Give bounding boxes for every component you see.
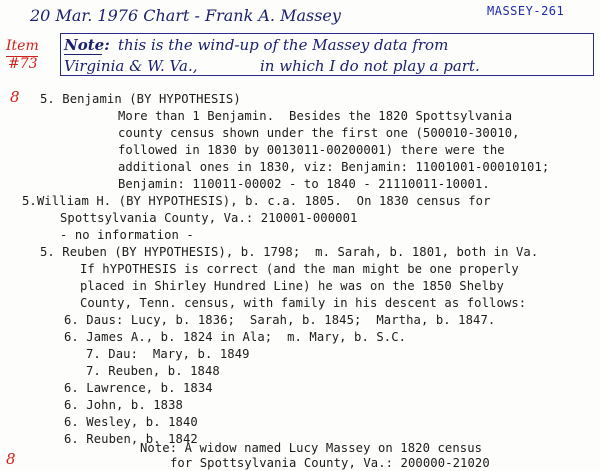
text-line: 6. James A., b. 1824 in Ala; m. Mary, b. S.C.: [64, 330, 407, 344]
note-label: Note:: [64, 36, 110, 54]
text-line: 6. Wesley, b. 1840: [64, 415, 198, 429]
text-line: 5. Reuben (BY HYPOTHESIS), b. 1798; m. Sarah, b. 1801, both in Va.: [40, 245, 539, 259]
text-line: 5. Benjamin (BY HYPOTHESIS): [40, 92, 241, 106]
text-line: Spottsylvania County, Va.: 210001-000001: [60, 211, 358, 225]
text-line: 6. Lawrence, b. 1834: [64, 381, 213, 395]
margin-mark-top: 8: [10, 88, 20, 106]
text-line: 5.William H. (BY HYPOTHESIS), b. c.a. 1805. On 1830 census for: [22, 194, 491, 208]
text-line: 6. Reuben, b. 1842: [64, 432, 198, 446]
reference-code: MASSEY-261: [487, 4, 565, 18]
text-line: Benjamin: 110011-00002 - to 1840 - 21110011-10001.: [118, 177, 490, 191]
text-line: followed in 1830 by 0013011-00200001) there were the: [118, 143, 505, 157]
item-label: Item: [6, 38, 39, 54]
text-line: county census shown under the first one (500010-30010,: [118, 126, 520, 140]
text-line: 7. Dau: Mary, b. 1849: [86, 347, 250, 361]
margin-mark-bottom: 8: [6, 450, 16, 468]
text-line: County, Tenn. census, with family in his descent as follows:: [80, 296, 527, 310]
item-number: #73: [8, 56, 38, 72]
text-line: 6. John, b. 1838: [64, 398, 183, 412]
note-line-1: this is the wind-up of the Massey data from: [118, 36, 449, 54]
text-line: - no information -: [60, 228, 194, 242]
note-line-2a: Virginia & W. Va.,: [64, 57, 198, 75]
text-line: More than 1 Benjamin. Besides the 1820 Spottsylvania: [118, 109, 513, 123]
note-line-2b: in which I do not play a part.: [260, 57, 480, 75]
text-line: 7. Reuben, b. 1848: [86, 364, 220, 378]
text-line: placed in Shirley Hundred Line) he was on the 1850 Shelby: [80, 279, 504, 293]
text-line: additional ones in 1830, viz: Benjamin: 11001001-00010101;: [118, 160, 550, 174]
handwritten-header: 20 Mar. 1976 Chart - Frank A. Massey: [30, 6, 341, 25]
note-label-underline: [64, 54, 102, 55]
text-line: 6. Daus: Lucy, b. 1836; Sarah, b. 1845; Martha, b. 1847.: [64, 313, 496, 327]
text-line: for Spottsylvania County, Va.: 200000-21020: [170, 456, 490, 470]
text-line: Note: A widow named Lucy Massey on 1820 census: [140, 441, 483, 455]
text-line: If hYPOTHESIS is correct (and the man might be one properly: [80, 262, 519, 276]
